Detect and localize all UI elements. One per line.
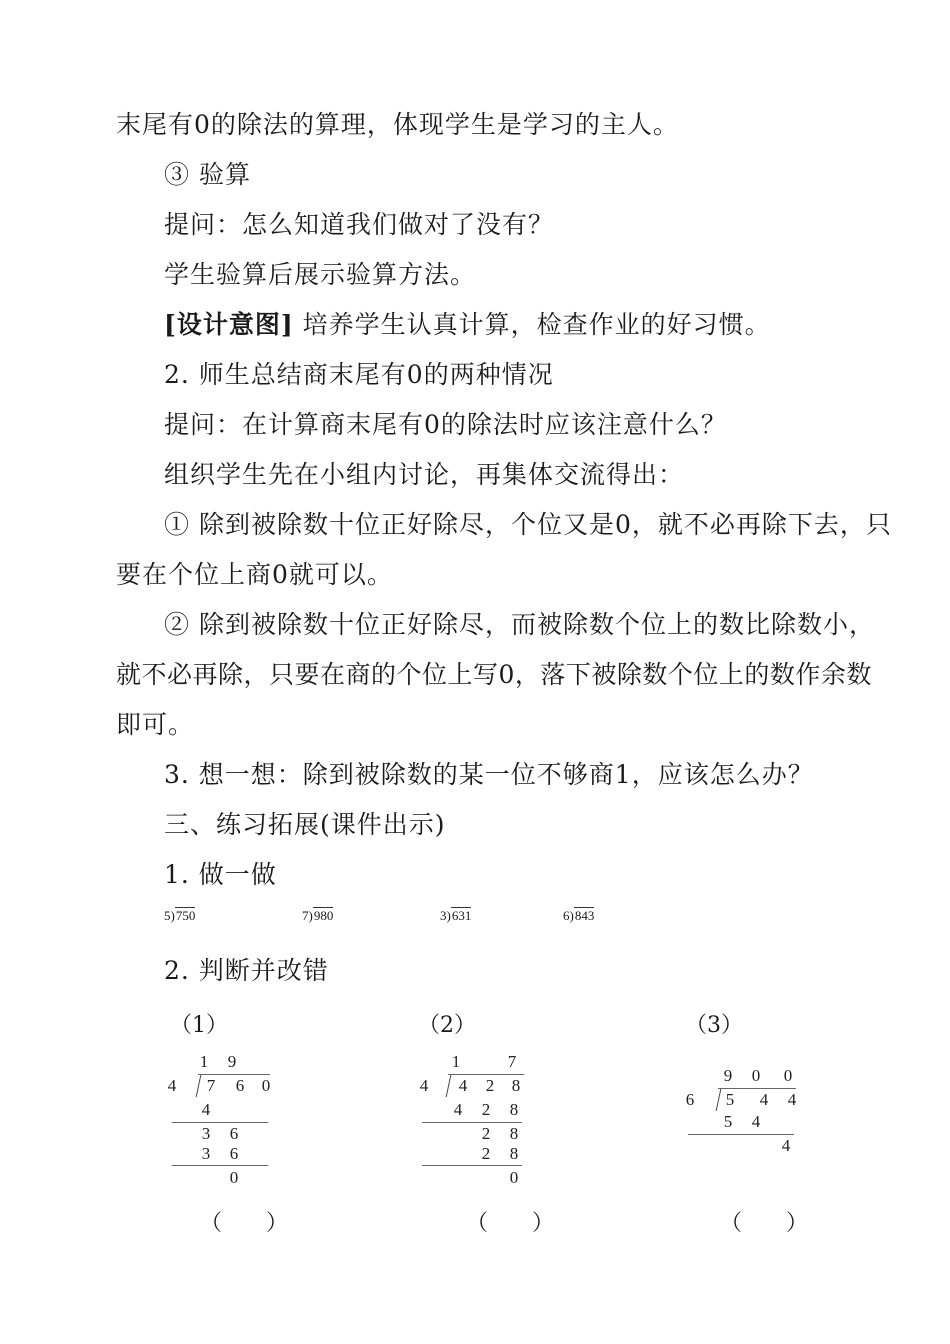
paragraph-7: 提问：在计算商末尾有0的除法时应该注意什么？ bbox=[164, 410, 727, 439]
division-bar bbox=[448, 1074, 524, 1075]
paragraph-14: 2. 判断并改错 bbox=[164, 956, 329, 985]
paragraph-8: 组织学生先在小组内讨论，再集体交流得出： bbox=[164, 460, 685, 489]
dividend-digit: 4 bbox=[787, 1090, 797, 1109]
division-bar bbox=[718, 1088, 796, 1089]
paragraph-9a: ① 除到被除数十位正好除尽，个位又是0，就不必再除下去，只 bbox=[164, 510, 892, 539]
step-line bbox=[422, 1122, 522, 1123]
paragraph-1: 末尾有0的除法的算理，体现学生是学习的主人。 bbox=[116, 110, 679, 139]
dividend-digit: 8 bbox=[511, 1076, 521, 1095]
quotient-digit: 0 bbox=[783, 1066, 793, 1085]
paragraph-11: 3. 想一想：除到被除数的某一位不够商1，应该怎么办？ bbox=[164, 760, 814, 789]
divisor-digit: 6 bbox=[685, 1090, 695, 1109]
step-line bbox=[172, 1122, 268, 1123]
step-digit: 3 bbox=[201, 1124, 211, 1143]
dividend-digit: 0 bbox=[261, 1076, 271, 1095]
division-bracket bbox=[196, 1075, 202, 1097]
answer-paren-3[interactable]: （ ） bbox=[720, 1211, 809, 1236]
step-line bbox=[172, 1165, 268, 1166]
step-digit: 5 bbox=[723, 1112, 733, 1131]
division-bracket bbox=[446, 1075, 452, 1097]
step-digit: 4 bbox=[781, 1136, 791, 1155]
step-digit: 2 bbox=[481, 1124, 491, 1143]
dividend-digit: 2 bbox=[485, 1076, 495, 1095]
step-digit: 0 bbox=[509, 1168, 519, 1187]
quotient-digit: 7 bbox=[507, 1052, 517, 1071]
judge-label-1: （1） bbox=[170, 1013, 228, 1038]
paragraph-10b: 就不必再除，只要在商的个位上写0，落下被除数个位上的数作余数 bbox=[116, 660, 872, 689]
judge-label-3: （3） bbox=[685, 1013, 743, 1038]
divisor-digit: 4 bbox=[167, 1076, 177, 1095]
quotient-digit: 9 bbox=[723, 1066, 733, 1085]
step-line bbox=[422, 1165, 522, 1166]
paragraph-5 bbox=[164, 310, 771, 340]
judge-label-2: （2） bbox=[418, 1013, 476, 1038]
quotient-digit: 1 bbox=[451, 1052, 461, 1071]
paragraph-3: 提问：怎么知道我们做对了没有？ bbox=[164, 210, 555, 239]
design-intent-label: [设计意图] bbox=[164, 310, 294, 339]
step-digit: 6 bbox=[229, 1124, 239, 1143]
paragraph-10c: 即可。 bbox=[116, 710, 195, 739]
dividend-digit: 5 bbox=[725, 1090, 735, 1109]
division-bracket bbox=[716, 1089, 722, 1111]
step-digit: 0 bbox=[229, 1168, 239, 1187]
paragraph-12: 三、练习拓展(课件出示) bbox=[164, 810, 446, 839]
dividend-digit: 6 bbox=[235, 1076, 245, 1095]
step-line bbox=[688, 1134, 794, 1135]
step-digit: 2 bbox=[481, 1100, 491, 1119]
answer-paren-2[interactable]: （ ） bbox=[466, 1211, 555, 1236]
step-digit: 8 bbox=[509, 1124, 519, 1143]
divisor-digit: 4 bbox=[419, 1076, 429, 1095]
paragraph-2: ③ 验算 bbox=[164, 160, 251, 189]
step-digit: 4 bbox=[453, 1100, 463, 1119]
paragraph-10a: ② 除到被除数十位正好除尽，而被除数个位上的数比除数小， bbox=[164, 610, 875, 639]
division-bar bbox=[198, 1074, 270, 1075]
exercise-4: 6)843 bbox=[563, 908, 595, 923]
paragraph-6: 2. 师生总结商末尾有0的两种情况 bbox=[164, 360, 554, 389]
exercise-3: 3)631 bbox=[440, 908, 472, 923]
quotient-digit: 9 bbox=[227, 1052, 237, 1071]
step-digit: 8 bbox=[509, 1144, 519, 1163]
quotient-digit: 1 bbox=[199, 1052, 209, 1071]
step-digit: 2 bbox=[481, 1144, 491, 1163]
dividend-digit: 4 bbox=[458, 1076, 468, 1095]
dividend-digit: 7 bbox=[206, 1076, 216, 1095]
step-digit: 3 bbox=[201, 1144, 211, 1163]
step-digit: 4 bbox=[201, 1100, 211, 1119]
dividend-digit: 4 bbox=[759, 1090, 769, 1109]
answer-paren-1[interactable]: （ ） bbox=[200, 1211, 289, 1236]
paragraph-13: 1. 做一做 bbox=[164, 860, 277, 889]
exercise-2: 7)980 bbox=[302, 908, 334, 923]
design-intent-text: 培养学生认真计算，检查作业的好习惯。 bbox=[302, 310, 771, 339]
step-digit: 6 bbox=[229, 1144, 239, 1163]
paragraph-9b: 要在个位上商0就可以。 bbox=[116, 560, 393, 589]
paragraph-4: 学生验算后展示验算方法。 bbox=[164, 260, 477, 289]
step-digit: 8 bbox=[509, 1100, 519, 1119]
quotient-digit: 0 bbox=[751, 1066, 761, 1085]
step-digit: 4 bbox=[751, 1112, 761, 1131]
exercise-1: 5)750 bbox=[164, 908, 196, 923]
